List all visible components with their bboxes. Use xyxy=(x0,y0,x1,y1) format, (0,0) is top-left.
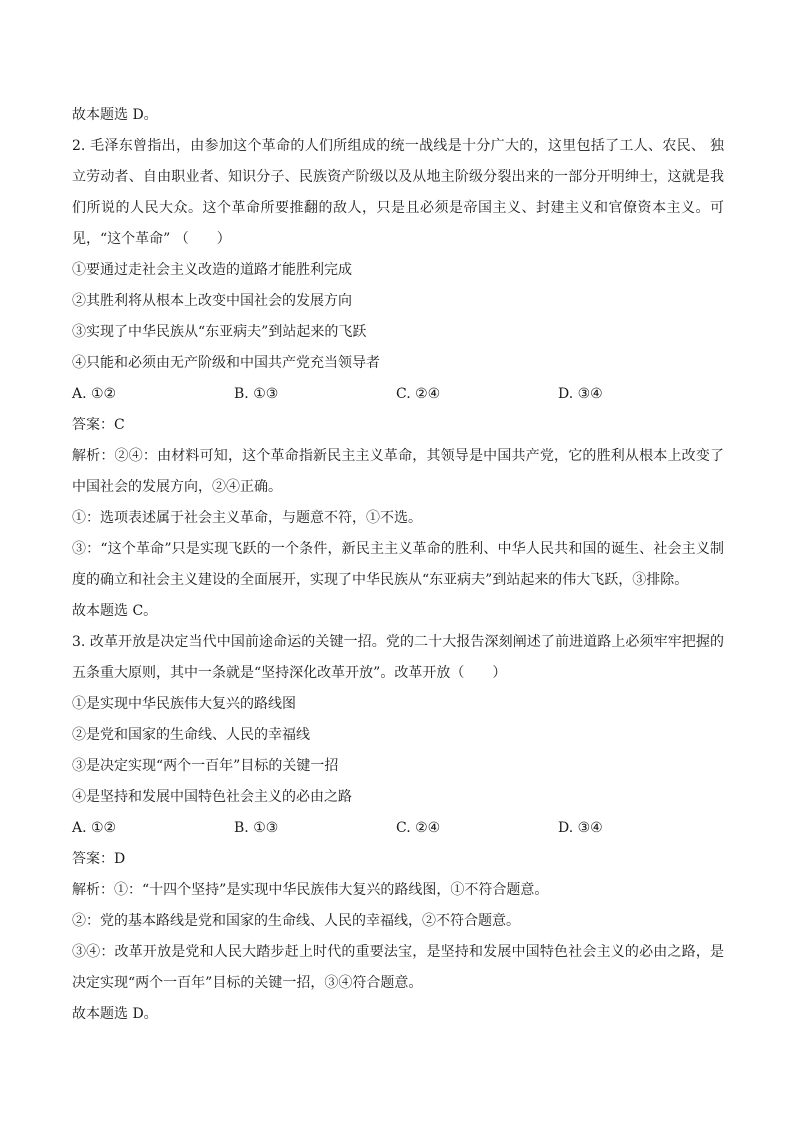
question-2-option-b: B. ①③ xyxy=(234,386,279,402)
question-3-answer: 答案：D xyxy=(72,851,126,867)
question-2-option-c: C. ②④ xyxy=(396,386,441,402)
question-2-analysis-2: ①：选项表述属于社会主义革命，与题意不符，①不选。 xyxy=(72,510,422,526)
question-2-analysis-3: ③：“这个革命”只是实现飞跃的一个条件，新民主主义革命的胜利、中华人民共和国的诞生、社会主义制度的确立和社会主义建设的全面展开，实现了中华民族从“东亚病夫”到站起来的伟大飞跃，③排除。 xyxy=(72,541,724,588)
question-3-option-b: B. ①③ xyxy=(234,820,279,836)
question-3-item-3: ③是决定实现“两个一百年”目标的关键一招 xyxy=(72,758,339,774)
question-2-stem: 2. 毛泽东曾指出，由参加这个革命的人们所组成的统一战线是十分广大的，这里包括了工人、农民、 独立劳动者、自由职业者、知识分子、民族资产阶级以及从地主阶级分裂出来的一部分开明绅士，这就是我们所说的人民大众。这个革命所要推翻的敌人，只是且必须是帝国主义、封建主义和官僚资本主义。可见，“这个革命” （ ） xyxy=(72,138,724,247)
question-2-option-a: A. ①② xyxy=(72,386,117,402)
question-2-options xyxy=(72,379,724,410)
question-3-item-4: ④是坚持和发展中国特色社会主义的必由之路 xyxy=(72,789,352,805)
question-2-analysis-1: 解析：②④：由材料可知，这个革命指新民主主义革命，其领导是中国共产党，它的胜利从根本上改变了中国社会的发展方向，②④正确。 xyxy=(72,448,724,495)
document-page xyxy=(72,100,724,1030)
question-3-item-1: ①是实现中华民族伟大复兴的路线图 xyxy=(72,696,296,712)
question-2-conclusion: 故本题选 C。 xyxy=(72,603,158,619)
question-3-conclusion: 故本题选 D。 xyxy=(72,1006,158,1022)
question-2-answer: 答案：C xyxy=(72,417,125,433)
question-3-options xyxy=(72,813,724,844)
question-2-item-4: ④只能和必须由无产阶级和中国共产党充当领导者 xyxy=(72,355,380,371)
question-2-option-d: D. ③④ xyxy=(558,386,603,402)
question-3-analysis-2: ②：党的基本路线是党和国家的生命线、人民的幸福线，②不符合题意。 xyxy=(72,913,520,929)
question-3-option-a: A. ①② xyxy=(72,820,117,836)
previous-question-conclusion: 故本题选 D。 xyxy=(72,107,158,123)
question-3-item-2: ②是党和国家的生命线、人民的幸福线 xyxy=(72,727,310,743)
question-3-analysis-3: ③④：改革开放是党和人民大踏步赶上时代的重要法宝，是坚持和发展中国特色社会主义的必由之路，是决定实现“两个一百年”目标的关键一招，③④符合题意。 xyxy=(72,944,724,991)
question-2-item-3: ③实现了中华民族从“东亚病夫”到站起来的飞跃 xyxy=(72,324,367,340)
question-2-item-1: ①要通过走社会主义改造的道路才能胜利完成 xyxy=(72,262,352,278)
question-3-stem: 3. 改革开放是决定当代中国前途命运的关键一招。党的二十大报告深刻阐述了前进道路上必须牢牢把握的五条重大原则，其中一条就是“坚持深化改革开放”。改革开放（ ） xyxy=(72,634,724,681)
question-3-analysis-1: 解析：①：“十四个坚持”是实现中华民族伟大复兴的路线图，①不符合题意。 xyxy=(72,882,549,898)
question-2-item-2: ②其胜利将从根本上改变中国社会的发展方向 xyxy=(72,293,352,309)
question-3-option-d: D. ③④ xyxy=(558,820,603,836)
question-3-option-c: C. ②④ xyxy=(396,820,441,836)
